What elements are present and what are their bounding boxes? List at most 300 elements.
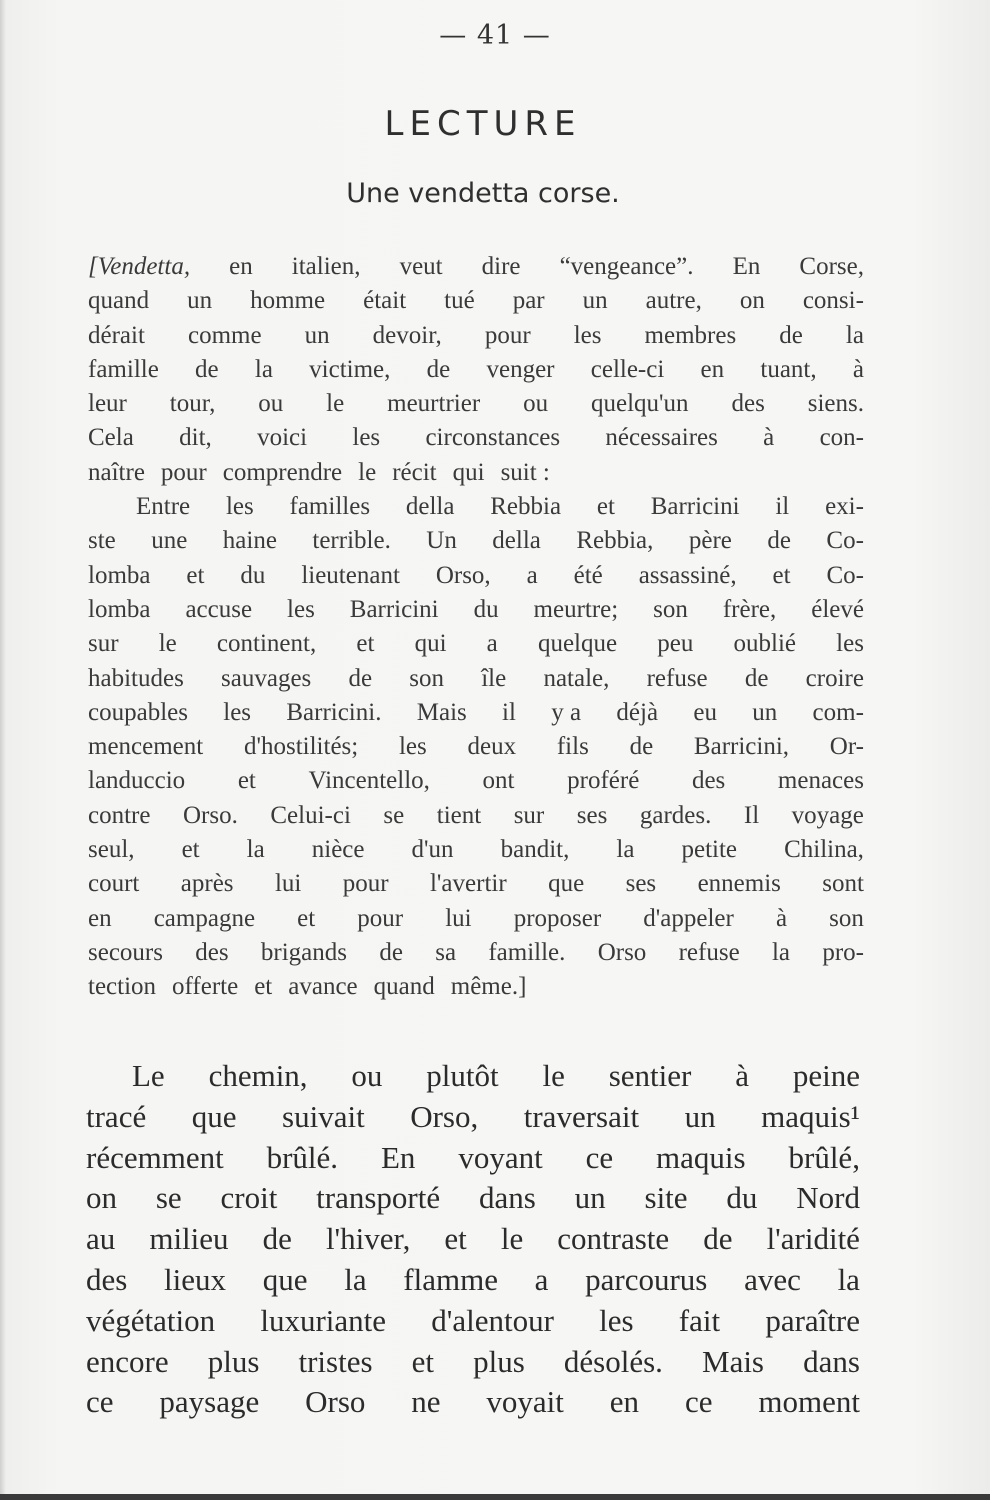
word: nièce [311,836,365,864]
intro-line [88,456,864,490]
word: quand [373,973,435,1001]
word: voyant [458,1139,543,1175]
intro-line [88,319,864,353]
word: con- [819,424,864,452]
word: les [287,595,315,623]
word: Barricini. [286,698,382,726]
word: Nord [796,1180,860,1216]
word: même.] [450,973,527,1001]
word: quelque [537,630,618,658]
word: siens. [807,390,864,418]
word: ses [625,870,657,898]
word: le [326,390,345,418]
word: Mais [416,698,467,726]
word: maquis¹ [761,1098,860,1134]
word: famille [88,355,159,383]
word: d'un [411,836,454,864]
word: des [691,767,726,795]
word: pro- [822,938,864,966]
word: se [383,801,405,829]
word: croire [805,664,864,692]
word: du [240,561,266,589]
intro-line [88,764,864,798]
word: de [348,664,373,692]
word: comprendre [222,458,343,486]
word: y a [551,698,582,726]
main-text-line [86,1342,860,1383]
main-text-line [86,1382,860,1423]
word: de [379,938,403,966]
intro-line [88,867,864,901]
word: la [246,836,265,864]
word: Rebbia [490,493,562,521]
intro-line [88,353,864,387]
intro-paragraph [88,250,864,1005]
word: et [297,904,316,932]
word: secours [88,938,163,966]
word: suit : [500,458,550,486]
word: son [653,595,688,623]
page-number: — 41 — [439,20,551,51]
word: gardes. [639,801,712,829]
word: à [735,1058,749,1093]
word: offerte [172,973,239,1001]
word: dérait [88,321,145,349]
word: Chilina, [784,836,864,864]
word: on [86,1180,117,1216]
word: pour [160,458,207,486]
word: ce [684,1384,713,1420]
word: et [356,630,375,658]
intro-line [88,730,864,764]
word: tristes [298,1343,373,1379]
word: della [405,493,455,521]
word: il [775,493,790,521]
main-text-line [86,1056,860,1097]
word: une [151,527,188,555]
word: comme [187,321,262,349]
word: consi- [802,287,864,315]
word: l'hiver, [325,1221,411,1257]
word: le [500,1221,524,1257]
word: d'appeler [643,904,734,932]
word: Celui-ci [270,801,351,829]
main-text-line [86,1301,860,1342]
intro-line [88,833,864,867]
word: sur [513,801,545,829]
word: continent, [216,630,317,658]
main-text-line [86,1138,860,1179]
word: Cela [88,424,134,452]
word: Barricini [349,595,439,623]
word: il [502,698,516,726]
intro-line [88,936,864,970]
word: proposer [513,904,602,932]
word: encore [86,1343,169,1379]
word: pour [484,321,531,349]
word: élevé [811,595,864,623]
word: du [726,1180,758,1216]
word: que [548,870,585,898]
intro-line [88,524,864,558]
story-title: Une vendetta corse. [346,178,620,209]
word: un [582,287,608,315]
word: terrible. [312,527,391,555]
word: à [775,904,788,932]
word: les [599,1302,634,1338]
word: leur [88,390,127,418]
word: frère, [722,595,777,623]
word: maquis [656,1139,746,1175]
intro-line [88,696,864,730]
word: par [512,287,545,315]
word: et [237,767,256,795]
word: voyage [791,801,864,829]
word: ennemis [697,870,781,898]
word: contre [88,801,151,829]
word: la [344,1261,367,1297]
word: plutôt [426,1058,499,1093]
word: et [411,1343,435,1379]
intro-line [88,250,864,284]
word: tient [436,801,482,829]
word: lui [274,870,302,898]
word: contraste [557,1221,670,1257]
word: pour [342,870,389,898]
word: récemment [86,1139,224,1175]
word: fait [678,1302,721,1338]
word: italien, [291,253,361,280]
word: avance [288,973,358,1001]
word: seul, [88,836,135,864]
word: brûlé, [788,1139,860,1175]
word: fils [556,733,589,761]
word: pour [357,904,404,932]
word: lomba [88,561,151,589]
word: les [836,630,864,658]
word: En [380,1139,416,1175]
word: tuant, [760,355,817,383]
word: ste [88,527,116,555]
word: Barricini, [693,733,790,761]
word: Co- [826,527,864,555]
intro-line [88,662,864,696]
word: milieu [149,1221,229,1257]
word: brigands [260,938,348,966]
word: membres [644,321,737,349]
word: peu [657,630,694,658]
word: “vengeance”. [559,253,694,280]
word: récit [392,458,437,486]
word: Le [132,1058,165,1093]
word: deux [467,733,517,761]
intro-line [88,970,864,1004]
word: circonstances [425,424,561,452]
intro-line [88,490,864,524]
word: refuse [678,938,740,966]
word: les [225,493,254,521]
main-text-line [86,1178,860,1219]
word: un [304,321,330,349]
word: landuccio [88,767,186,795]
word: les [573,321,602,349]
word: chemin, [208,1058,308,1093]
word: Il [743,801,760,829]
word: en [700,355,725,383]
word: à [852,355,864,383]
word: natale, [543,664,610,692]
word: oublié [733,630,796,658]
word: eu [693,698,717,726]
word: on [739,287,765,315]
word: meurtre; [533,595,619,623]
word: d'alentour [431,1302,554,1338]
word: paysage [159,1384,260,1420]
word: Or- [829,733,864,761]
word: un [574,1180,606,1216]
word: Entre [136,493,191,521]
word: son [829,904,864,932]
word: moment [758,1384,860,1420]
word: mencement [88,733,204,761]
word: de [767,527,791,555]
word: homme [250,287,326,315]
main-text-line [86,1219,860,1260]
word: sont [822,870,864,898]
intro-line [88,593,864,627]
word: le [358,458,377,486]
word: a [526,561,538,589]
word: un [752,698,778,726]
word: celle-ci [590,355,665,383]
word: père [688,527,732,555]
word: transporté [316,1180,441,1216]
word: parcourus [585,1261,708,1297]
word: exi- [825,493,864,521]
intro-line [88,421,864,455]
word: quelqu'un [591,390,689,418]
word: sentier [608,1058,692,1093]
word: Corse, [799,253,864,280]
word: de [744,664,769,692]
word: proféré [567,767,640,795]
word: que [262,1261,308,1297]
word: après [180,870,234,898]
word: en [88,904,112,932]
word: dit, [179,424,212,452]
main-text [86,1056,860,1423]
word: et [181,836,200,864]
word: veut [399,253,443,280]
word: dire [481,253,521,280]
word: que [191,1098,237,1134]
word: [Vendetta, [88,253,191,280]
word: et [772,561,791,589]
word: ou [351,1058,383,1093]
word: qui [414,630,447,658]
word: court [88,870,140,898]
intro-line [88,387,864,421]
word: ce [86,1384,114,1420]
word: de [262,1221,292,1257]
word: lieux [164,1261,227,1297]
word: assassiné, [638,561,737,589]
word: a [486,630,498,658]
word: Orso. [182,801,238,829]
word: lui [445,904,472,932]
word: ce [585,1139,614,1175]
word: et [444,1221,467,1257]
word: lieutenant [301,561,400,589]
word: familles [289,493,371,521]
word: l'avertir [429,870,507,898]
word: un [684,1098,716,1134]
word: de [779,321,803,349]
word: famille. [488,938,566,966]
word: menaces [777,767,864,795]
word: peine [792,1058,860,1093]
word: petite [681,836,738,864]
word: plus [207,1343,260,1379]
word: les [398,733,427,761]
word: désolés. [563,1343,663,1379]
word: victime, [309,355,391,383]
word: site [644,1180,688,1216]
word: meurtrier [387,390,481,418]
word: au [86,1221,116,1257]
word: quand [88,287,150,315]
word: et [186,561,205,589]
word: le [158,630,177,658]
word: bandit, [500,836,570,864]
word: l'aridité [766,1221,860,1257]
section-title: LECTURE [384,104,582,144]
word: la [837,1261,860,1297]
word: accuse [185,595,253,623]
word: île [481,664,507,692]
word: brûlé. [266,1139,339,1175]
word: plus [473,1343,525,1379]
word: Rebbia, [576,527,654,555]
intro-line [88,627,864,661]
intro-line [88,902,864,936]
word: dans [803,1343,860,1379]
word: en [609,1384,640,1420]
word: de [703,1221,733,1257]
word: a [534,1261,549,1297]
word: paraître [765,1302,860,1338]
word: ou [523,390,549,418]
word: se [155,1180,182,1216]
word: autre, [645,287,702,315]
word: flamme [403,1261,498,1297]
word: de [195,355,219,383]
word: habitudes [88,664,184,692]
word: à [763,424,775,452]
intro-line [88,284,864,318]
word: tection [88,973,157,1001]
word: sur [88,630,119,658]
word: les [223,698,252,726]
word: la [845,321,864,349]
word: Orso [305,1384,366,1420]
word: en [229,253,253,280]
word: haine [222,527,277,555]
word: était [363,287,407,315]
main-text-line [86,1260,860,1301]
word: devoir, [372,321,442,349]
word: suivait [282,1098,365,1134]
word: la [616,836,635,864]
intro-line [88,799,864,833]
word: voici [257,424,308,452]
word: Un [426,527,457,555]
page-bottom-edge [0,1494,990,1500]
word: et [596,493,615,521]
word: de [426,355,451,383]
word: la [771,938,791,966]
word: voyait [486,1384,564,1420]
intro-line [88,559,864,593]
word: venger [486,355,555,383]
word: En [732,253,761,280]
word: un [187,287,213,315]
word: croit [220,1180,278,1216]
word: della [492,527,541,555]
word: Mais [702,1343,764,1379]
word: com- [812,698,864,726]
word: lomba [88,595,151,623]
page-binding-edge [0,0,6,1500]
word: coupables [88,698,188,726]
word: été [573,561,603,589]
word: avec [744,1261,801,1297]
word: d'hostilités; [243,733,359,761]
word: des [731,390,765,418]
word: et [254,973,273,1001]
word: le [542,1058,565,1093]
word: de [629,733,654,761]
word: la [254,355,273,383]
word: Orso, [410,1098,479,1134]
word: sa [435,938,457,966]
word: nécessaires [605,424,718,452]
word: Orso [597,938,647,966]
word: Co- [826,561,864,589]
word: campagne [153,904,256,932]
word: luxuriante [260,1302,387,1338]
word: ont [482,767,515,795]
word: ou [258,390,284,418]
word: ses [576,801,608,829]
word: tour, [169,390,216,418]
word: tué [444,287,475,315]
word: traversait [523,1098,640,1134]
word: du [473,595,499,623]
word: son [409,664,445,692]
word: sauvages [221,664,312,692]
word: les [352,424,381,452]
word: dans [478,1180,536,1216]
word: ne [411,1384,441,1420]
word: Barricini [650,493,740,521]
word: refuse [646,664,708,692]
word: Orso, [435,561,491,589]
word: déjà [616,698,659,726]
word: des [86,1261,128,1297]
word: naître [88,458,145,486]
word: végétation [86,1302,216,1338]
